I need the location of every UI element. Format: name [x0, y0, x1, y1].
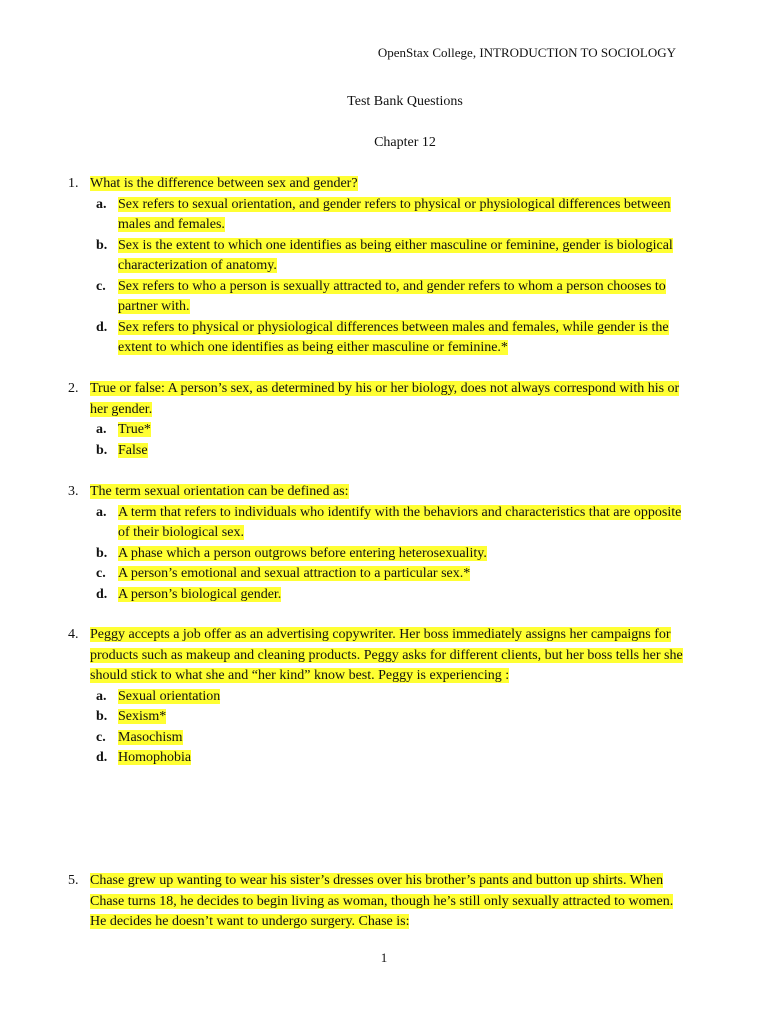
question-number: 4.: [68, 627, 79, 642]
question-text: What is the difference between sex and gender?: [90, 176, 358, 191]
chapter-heading: Chapter 12: [374, 135, 436, 150]
option-text: Homophobia: [118, 750, 192, 765]
question-number: 5.: [68, 873, 79, 888]
answer-option: [96, 277, 688, 318]
option-letter: b.: [96, 442, 108, 458]
option-letter: c.: [96, 566, 106, 581]
answer-option: [96, 236, 688, 277]
option-letter: a.: [96, 688, 107, 704]
option-letter: a.: [96, 422, 107, 437]
page-title: Test Bank Questions: [347, 94, 463, 109]
option-text: A person’s biological gender.: [118, 586, 282, 602]
question-text: Chase grew up wanting to wear his sister’s dresses over his brother’s pants and button up shirts. When Chase turns 18, he decides to begin living as woman, though he’s still only sexually attracted to women. He decides he doesn’t want to undergo surgery. Chase is:: [90, 873, 674, 929]
question-text: True or false: A person’s sex, as determined by his or her biology, does not always correspond with his or her gender.: [90, 381, 680, 417]
option-text: False: [118, 442, 148, 458]
answer-option: [96, 687, 688, 708]
answer-option: [96, 707, 688, 728]
answer-option: [96, 728, 688, 749]
answer-option: [96, 195, 688, 236]
answer-option: [96, 441, 688, 462]
running-header: OpenStax College, INTRODUCTION TO SOCIOLOGY: [377, 45, 676, 60]
question-5: [68, 871, 688, 933]
option-text: Sex is the extent to which one identifies as being either masculine or feminine, gender is biological characterization of anatomy.: [118, 237, 673, 273]
answer-option: [96, 503, 688, 544]
option-letter: c.: [96, 278, 106, 294]
option-letter: d.: [96, 750, 108, 765]
option-letter: b.: [96, 545, 108, 561]
question-number: 1.: [68, 176, 79, 191]
option-letter: b.: [96, 237, 108, 253]
option-text: A phase which a person outgrows before entering heterosexuality.: [118, 545, 487, 561]
option-letter: d.: [96, 586, 108, 602]
answer-option: [96, 748, 688, 769]
question-4: [68, 625, 688, 769]
option-text: Sex refers to sexual orientation, and gender refers to physical or physiological differences between males and females.: [118, 196, 671, 232]
page-number: 1: [380, 950, 388, 965]
option-letter: d.: [96, 319, 108, 335]
question-number: 2.: [68, 381, 79, 396]
option-text: Sex refers to physical or physiological differences between males and females, while gender is the extent to which one identifies as being either masculine or feminine.*: [118, 319, 669, 355]
question-1: [68, 174, 688, 359]
option-text: Masochism: [118, 729, 183, 745]
option-letter: b.: [96, 709, 108, 724]
question-text: Peggy accepts a job offer as an advertising copywriter. Her boss immediately assigns her campaigns for products such as makeup and cleaning products. Peggy asks for different clients, but her boss tells her she should stick to what she and “her kind” know best. Peggy is experiencing :: [90, 627, 683, 683]
option-letter: c.: [96, 729, 106, 745]
option-text: A person’s emotional and sexual attraction to a particular sex.*: [118, 566, 471, 581]
option-text: Sexual orientation: [118, 688, 221, 704]
question-2: [68, 379, 688, 461]
answer-option: [96, 585, 688, 606]
question-3: [68, 482, 688, 605]
answer-option: [96, 564, 688, 585]
answer-option: [96, 420, 688, 441]
answer-option: [96, 544, 688, 565]
question-number: 3.: [68, 484, 79, 499]
option-text: Sex refers to who a person is sexually attracted to, and gender refers to whom a person chooses to partner with.: [118, 278, 666, 314]
option-letter: a.: [96, 504, 107, 520]
question-text: The term sexual orientation can be defined as:: [90, 484, 349, 499]
option-letter: a.: [96, 196, 107, 212]
option-text: True*: [118, 422, 151, 437]
option-text: Sexism*: [118, 709, 167, 724]
option-text: A term that refers to individuals who identify with the behaviors and characteristics that are opposite of their biological sex.: [118, 504, 682, 540]
answer-option: [96, 318, 688, 359]
